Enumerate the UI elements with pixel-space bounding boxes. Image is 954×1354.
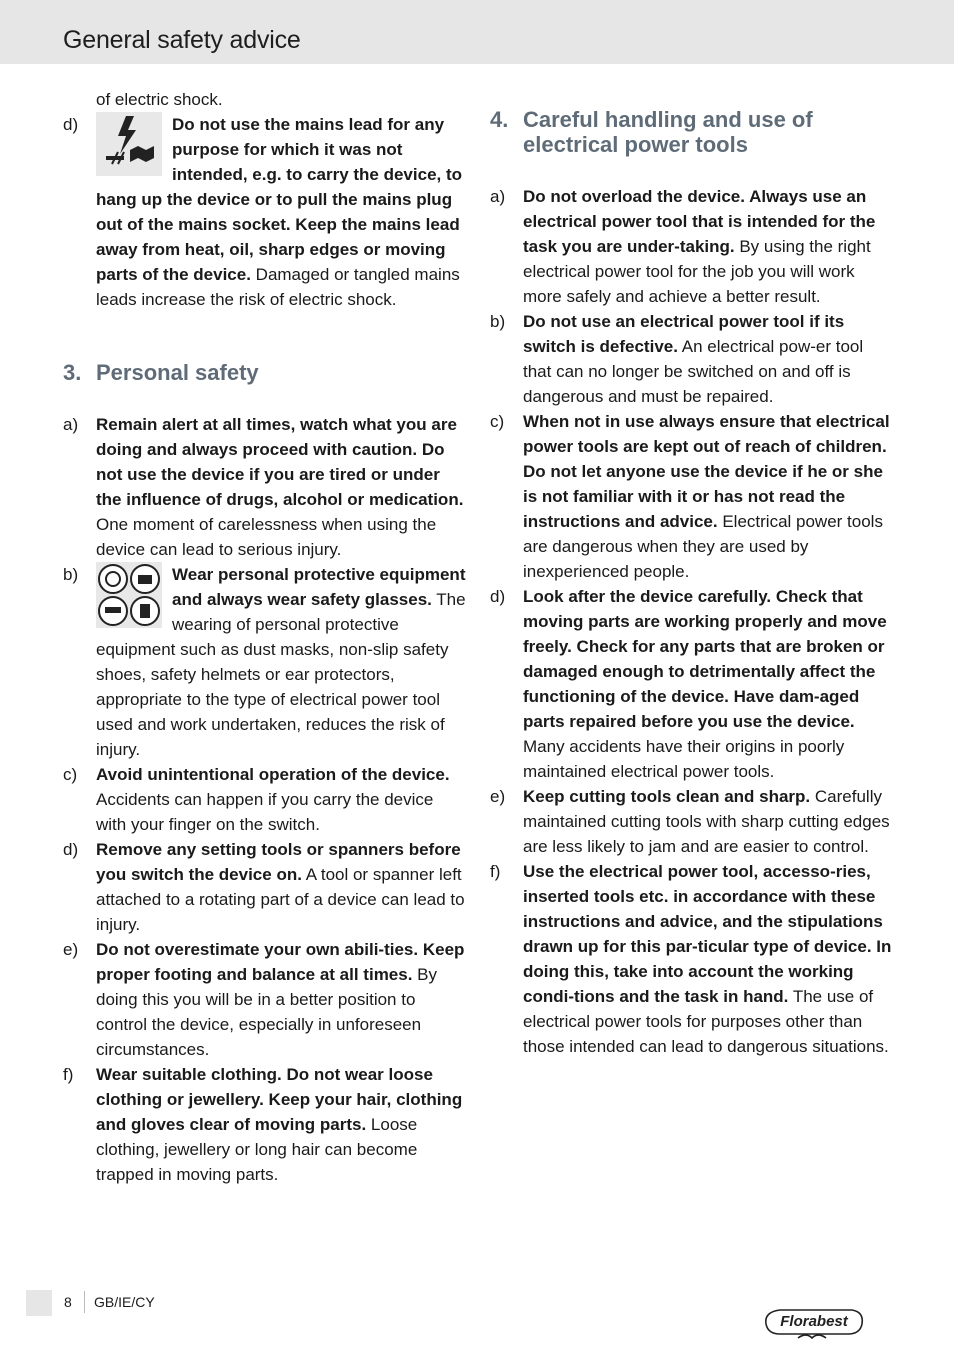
electric-plug-warning-icon — [96, 112, 162, 176]
list-item — [63, 112, 467, 312]
item-bold: When not in use always ensure that electrical power tools are kept out of reach of children. Do not let anyone use the device if he or she is not familiar with it or has not read the instructions and advice. — [523, 412, 890, 531]
item-text: By doing this you will be in a better position to control the device, especially in unforeseen circumstances. — [96, 965, 438, 1059]
svg-text:Florabest: Florabest — [780, 1313, 848, 1330]
item-label: d) — [490, 587, 506, 606]
item-label: d) — [63, 115, 79, 134]
section-heading — [490, 107, 894, 157]
list-item — [490, 859, 894, 1059]
section-title: Personal safety — [96, 360, 259, 385]
item-label: c) — [490, 412, 505, 431]
item-label: a) — [63, 415, 79, 434]
item-label: f) — [490, 862, 501, 881]
item-bold: Remove any setting tools or spanners before you switch the device on. — [96, 840, 461, 884]
item-text: The wearing of personal protective equipment such as dust masks, non-slip safety shoes, safety helmets or ear protectors, appropriate to the type of electrical power tool used and work undertaken, reduces the risk of injury. — [96, 590, 466, 759]
item-text: A tool or spanner left attached to a rotating part of a device can lead to injury. — [96, 865, 465, 934]
section-number: 3. — [63, 360, 82, 385]
list-item — [63, 762, 467, 837]
item-label: c) — [63, 765, 78, 784]
page-number: 8 — [64, 1294, 72, 1310]
item-bold: Wear personal protective equipment and always wear safety glasses. — [172, 565, 466, 609]
item-bold: Remain alert at all times, watch what you are doing and always proceed with caution. Do not use the device if you are tired or under the influence of drugs, alcohol or medication. — [96, 415, 464, 509]
list-item — [490, 584, 894, 784]
item-bold: Use the electrical power tool, accesso-ries, inserted tools etc. in accordance with these instructions and advice, and the stipulations drawn up for this par-ticular type of device. In doing this, take into account the working condi-tions and the task in hand. — [523, 862, 892, 1006]
intro-continuation: of electric shock. — [96, 90, 223, 109]
section-heading — [63, 360, 467, 385]
item-text: One moment of carelessness when using the device can lead to serious injury. — [96, 515, 437, 559]
item-label: b) — [490, 312, 506, 331]
item-bold: Look after the device carefully. Check that moving parts are working properly and move freely. Check for any parts that are broken or damaged enough to detrimentally affect the functioning of the device. Have dam-aged parts repaired before you use the device. — [523, 587, 887, 731]
left-column — [63, 87, 467, 1187]
item-bold: Keep cutting tools clean and sharp. — [523, 787, 811, 806]
item-label: e) — [63, 940, 79, 959]
item-text: Electrical power tools are dangerous when they are used by inexperienced people. — [523, 512, 883, 581]
item-text: By using the right electrical power tool for the job you will work more safely and achieve a better result. — [523, 237, 871, 306]
right-column — [490, 107, 894, 1059]
item-label: b) — [63, 565, 79, 584]
list-item — [490, 184, 894, 309]
list-item — [63, 937, 467, 1062]
item-label: f) — [63, 1065, 74, 1084]
list-item — [490, 409, 894, 584]
item-bold: Do not use the mains lead for any purpose for which it was not intended, e.g. to carry the device, to hang up the device or to pull the mains plug out of the mains socket. Keep the mains lead away from heat, oil, sharp edges or moving parts of the device. — [96, 115, 463, 284]
section-number: 4. — [490, 107, 509, 132]
item-text: An electrical pow-er tool that can no longer be switched on and off is dangerous and must be repaired. — [523, 337, 864, 406]
list-item — [63, 837, 467, 937]
item-text: Loose clothing, jewellery or long hair can become trapped in moving parts. — [96, 1115, 418, 1184]
item-bold: Wear suitable clothing. Do not wear loose clothing or jewellery. Keep your hair, clothing and gloves clear of moving parts. — [96, 1065, 463, 1134]
footer-marker — [26, 1290, 52, 1316]
item-text: Many accidents have their origins in poorly maintained electrical power tools. — [523, 737, 845, 781]
item-label: d) — [63, 840, 79, 859]
item-label: e) — [490, 787, 506, 806]
item-text: The use of electrical power tools for purposes other than those intended can lead to dangerous situations. — [523, 987, 889, 1056]
item-text: Accidents can happen if you carry the device with your finger on the switch. — [96, 790, 434, 834]
item-bold: Do not overload the device. Always use an electrical power tool that is intended for the task you are under-taking. — [523, 187, 876, 256]
footer-divider — [84, 1291, 85, 1313]
list-item — [490, 784, 894, 859]
protective-equipment-icon — [96, 562, 162, 628]
list-item — [63, 1062, 467, 1187]
country-code: GB/IE/CY — [94, 1294, 155, 1310]
list-item — [63, 562, 467, 762]
item-label: a) — [490, 187, 506, 206]
item-bold: Do not overestimate your own abili-ties. Keep proper footing and balance at all times. — [96, 940, 465, 984]
page-title: General safety advice — [63, 26, 301, 54]
section-title: Careful handling and use of electrical power tools — [523, 107, 813, 157]
list-item — [63, 412, 467, 562]
brand-logo — [762, 1304, 866, 1347]
item-text: Carefully maintained cutting tools with sharp cutting edges are less likely to jam and are easier to control. — [523, 787, 890, 856]
item-bold: Do not use an electrical power tool if its switch is defective. — [523, 312, 845, 356]
item-bold: Avoid unintentional operation of the device. — [96, 765, 450, 784]
list-item — [490, 309, 894, 409]
item-text: Damaged or tangled mains leads increase the risk of electric shock. — [96, 265, 460, 309]
